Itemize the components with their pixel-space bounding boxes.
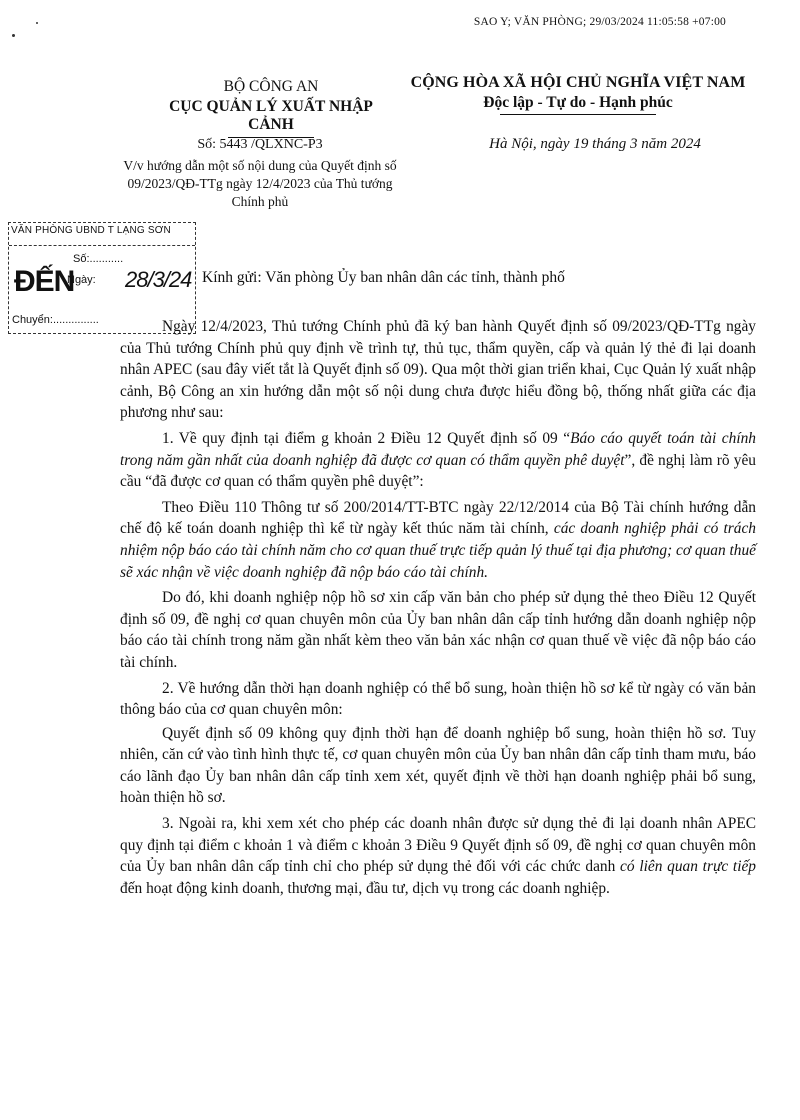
document-body	[120, 316, 756, 903]
digital-copy-stamp: SAO Y; VĂN PHÒNG; 29/03/2024 11:05:58 +07:00	[473, 16, 726, 28]
document-number: Số: 5443 /QLXNC-P3	[197, 137, 323, 152]
document-subject: V/v hướng dẫn một số nội dung của Quyết định số 09/2023/QĐ-TTg ngày 12/4/2023 của Thủ tướng Chính phủ	[123, 158, 397, 209]
body-text-run: 1. Về quy định tại điểm g khoản 2 Điều 12 Quyết định số 09 “	[162, 429, 571, 447]
stamp-handwritten-date: 28/3/24	[125, 267, 192, 292]
body-paragraph	[120, 813, 756, 899]
body-text-run: đến hoạt động kinh doanh, thương mại, đầu tư, dịch vụ trong các doanh nghiệp.	[120, 879, 610, 897]
scan-speck	[36, 22, 38, 24]
body-paragraph	[120, 428, 756, 493]
stamp-divider	[9, 245, 195, 246]
stamp-office: VĂN PHÒNG UBND T LẠNG SƠN	[11, 225, 171, 236]
stamp-date-label: Ngày:	[67, 274, 96, 286]
ministry-name: BỘ CÔNG AN	[223, 78, 319, 95]
body-italic-run: các doanh nghiệp phải có trách nhiệm nộp báo cáo tài chính năm cho cơ quan thuế trực tiếp quản lý thuế tại địa phương; cơ quan thuế sẽ xác nhận về việc doanh nghiệp đã nộp báo cáo tài chính.	[120, 520, 757, 581]
body-text-run: ”, đề nghị làm rõ yêu cầu “đã được cơ quan có thẩm quyền phê duyệt”:	[120, 451, 756, 491]
scan-speck	[12, 34, 15, 37]
stamp-transfer-label: Chuyển:...............	[12, 314, 99, 326]
body-paragraph: Ngày 12/4/2023, Thủ tướng Chính phủ đã ký ban hành Quyết định số 09/2023/QĐ-TTg ngày của Thủ tướng Chính phủ quy định về trình tự, thủ tục, thẩm quyền, cấp và quản lý thẻ đi lại doanh nhân APEC (sau đây viết tắt là Quyết định số 09). Qua một thời gian triển khai, Cục Quản lý xuất nhập cảnh, Bộ Công an xin hướng dẫn một số nội dung chưa được hiểu đồng bộ, thống nhất giữa các địa phương như sau:	[120, 318, 756, 422]
stamp-den-label: ĐẾN	[14, 265, 75, 298]
issuing-agency-header	[156, 78, 386, 138]
body-text-run: 3. Ngoài ra, khi xem xét cho phép các doanh nhân được sử dụng thẻ đi lại doanh nhân APEC quy định tại điểm c khoản 1 và điểm c khoản 3 Điều 9 Quyết định số 09, đề nghị cơ quan chuyên môn của Ủy ban nhân dân cấp tỉnh chỉ cho phép sử dụng thẻ đối với các chức danh	[120, 815, 756, 876]
recipient-line: Kính gửi: Văn phòng Ủy ban nhân dân các tỉnh, thành phố	[202, 269, 565, 286]
national-header	[398, 74, 758, 115]
department-name: CỤC QUẢN LÝ XUẤT NHẬP CẢNH	[169, 98, 373, 133]
body-paragraph	[120, 497, 756, 583]
body-paragraph: 2. Về hướng dẫn thời hạn doanh nghiệp có thể bổ sung, hoàn thiện hồ sơ kể từ ngày có văn bản thông báo của cơ quan chuyên môn:	[120, 679, 756, 719]
national-motto: Độc lập - Tự do - Hạnh phúc	[483, 94, 673, 111]
body-paragraph: Quyết định số 09 không quy định thời hạn để doanh nghiệp bổ sung, hoàn thiện hồ sơ. Tuy nhiên, căn cứ vào tình hình thực tế, cơ quan chuyên môn của Ủy ban nhân dân cấp tỉnh tham mưu, báo cáo lãnh đạo Ủy ban nhân dân cấp tỉnh xem xét, quyết định về thời hạn doanh nghiệp phải bổ sung, hoàn thiện hồ sơ.	[120, 724, 756, 807]
stamp-number-label: Số:...........	[73, 253, 124, 265]
body-italic-run: Báo cáo quyết toán tài chính trong năm gần nhất của doanh nghiệp đã được cơ quan có thẩm quyền phê duyệt	[120, 429, 756, 469]
body-text-run: Theo Điều 110 Thông tư số 200/2014/TT-BTC ngày 22/12/2014 của Bộ Tài chính hướng dẫn chế độ kế toán doanh nghiệp thì kể từ ngày kết thúc năm tài chính,	[120, 498, 756, 538]
body-italic-run: có liên quan trực tiếp	[620, 858, 756, 876]
motto-underline	[500, 114, 656, 115]
body-paragraph: Do đó, khi doanh nghiệp nộp hồ sơ xin cấp văn bản cho phép sử dụng thẻ theo Điều 12 Quyết định số 09, đề nghị cơ quan chuyên môn của Ủy ban nhân dân cấp tỉnh hướng dẫn doanh nghiệp nộp báo cáo tài chính trong năm gần nhất kèm theo văn bản xác nhận cơ quan thuế về việc đã nộp báo cáo tài chính.	[120, 589, 756, 671]
country-name: CỘNG HÒA XÃ HỘI CHỦ NGHĨA VIỆT NAM	[410, 74, 746, 91]
place-and-date: Hà Nội, ngày 19 tháng 3 năm 2024	[489, 136, 701, 152]
